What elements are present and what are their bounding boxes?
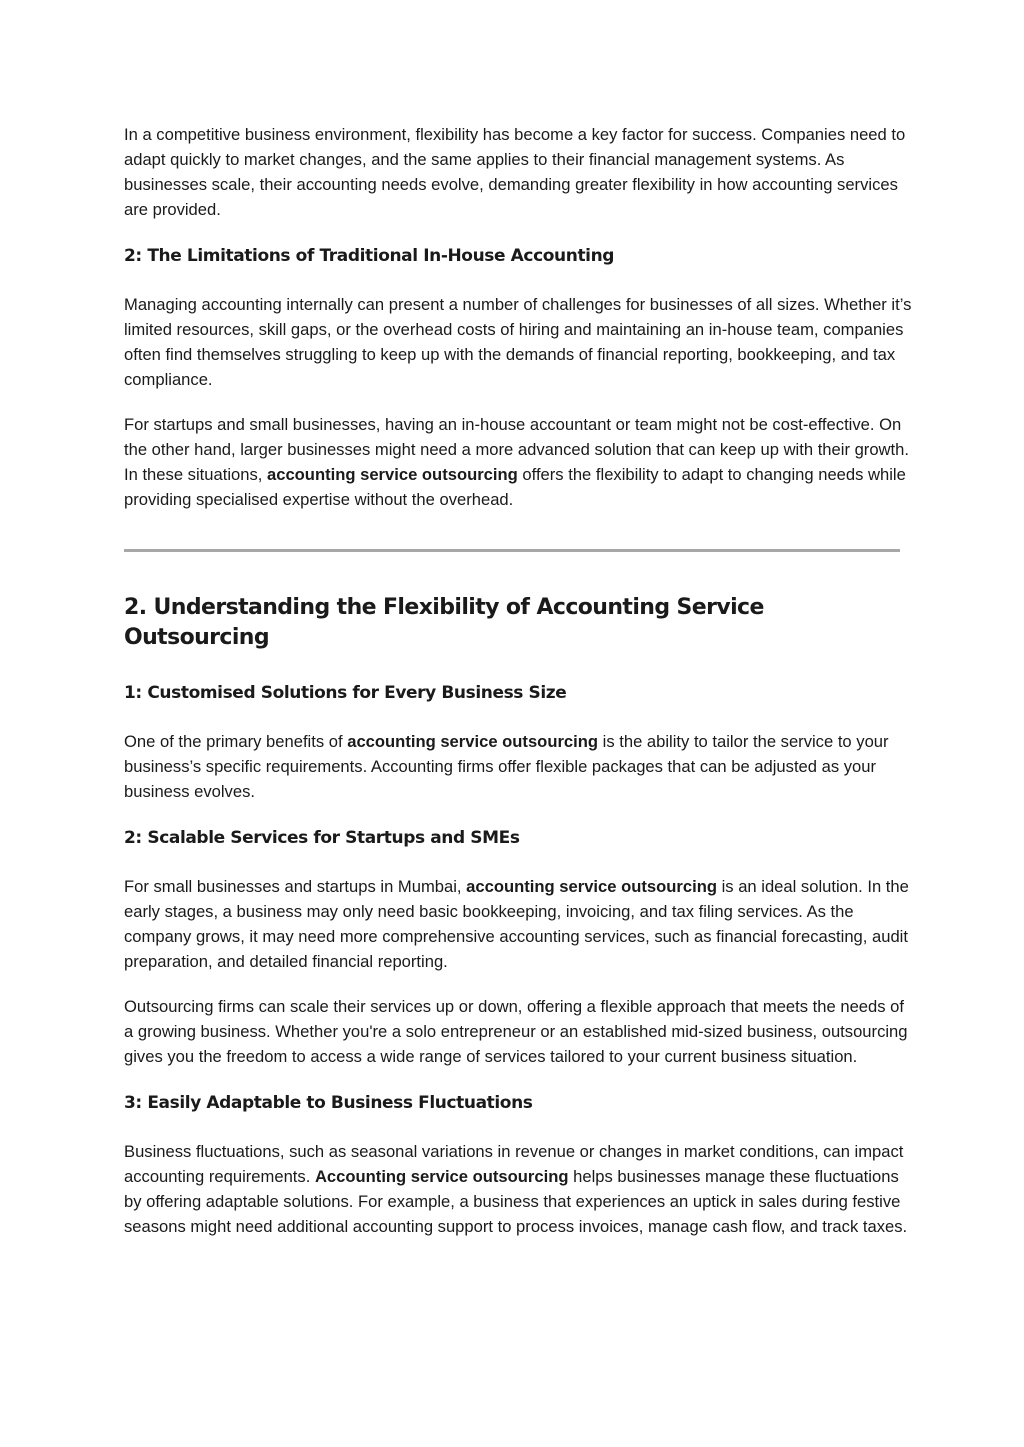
customised-heading: 1: Customised Solutions for Every Business Size [124,683,567,703]
limitations-paragraph-2 [124,412,914,512]
keyword-bold: accounting service outsourcing [466,877,717,896]
document-page [124,122,914,1239]
section-heading: 2. Understanding the Flexibility of Accounting Service Outsourcing [124,595,764,650]
adaptable-paragraph [124,1139,914,1239]
limitations-paragraph-1 [124,292,914,392]
limitations-text-1: Managing accounting internally can present a number of challenges for businesses of all sizes. Whether it’s limited resources, skill gaps, or the overhead costs of hiring and maintaining an in-house team, companies often find themselves struggling to keep up with the demands of financial reporting, bookkeeping, and tax compliance. [124,295,912,389]
limitations-text-2a: For startups and small businesses, having an in-house accountant or team might not be cost-effective. On the other hand, larger businesses might need a more advanced solution that can keep up with their growth. In these situations, [124,415,909,484]
keyword-bold: accounting service outsourcing [347,732,599,751]
scalable-paragraph-2 [124,994,914,1069]
intro-text: In a competitive business environment, flexibility has become a key factor for success. Companies need to adapt quickly to market changes, and the same applies to their financial management systems. As businesses scale, their accounting needs evolve, demanding greater flexibility in how accounting services are provided. [124,125,906,219]
scalable-heading: 2: Scalable Services for Startups and SMEs [124,828,520,848]
scalable-text-1a: For small businesses and startups in Mumbai, [124,877,467,896]
scalable-text-2: Outsourcing firms can scale their services up or down, offering a flexible approach that meets the needs of a growing business. Whether you're a solo entrepreneur or an established mid-sized business, outsourcing gives you the freedom to access a wide range of services tailored to your current business situation. [124,997,908,1066]
scalable-paragraph-1 [124,874,914,974]
scalable-text-1b: is an ideal solution. In the early stages, a business may only need basic bookkeeping, invoicing, and tax filing services. As the company grows, it may need more comprehensive accounting services, such as financial forecasting, audit preparation, and detailed financial reporting. [124,877,909,971]
customised-text-a: One of the primary benefits of [124,732,348,751]
adaptable-text-b: helps businesses manage these fluctuations by offering adaptable solutions. For example, a business that experiences an uptick in sales during festive seasons might need additional accounting support to process invoices, manage cash flow, and track taxes. [124,1167,908,1236]
adaptable-text-a: Business fluctuations, such as seasonal variations in revenue or changes in market conditions, can impact accounting requirements. [124,1142,904,1186]
keyword-bold: Accounting service outsourcing [314,1167,569,1186]
limitations-text-2b: offers the flexibility to adapt to changing needs while providing specialised expertise without the overhead. [124,465,906,509]
intro-paragraph [124,122,914,222]
limitations-heading: 2: The Limitations of Traditional In-House Accounting [124,246,615,266]
customised-paragraph [124,729,914,804]
adaptable-heading: 3: Easily Adaptable to Business Fluctuations [124,1093,533,1113]
keyword-bold: accounting service outsourcing [266,465,518,484]
customised-text-b: is the ability to tailor the service to your business’s specific requirements. Accounting firms offer flexible packages that can be adjusted as your business evolves. [124,732,889,801]
section-divider [124,549,900,552]
